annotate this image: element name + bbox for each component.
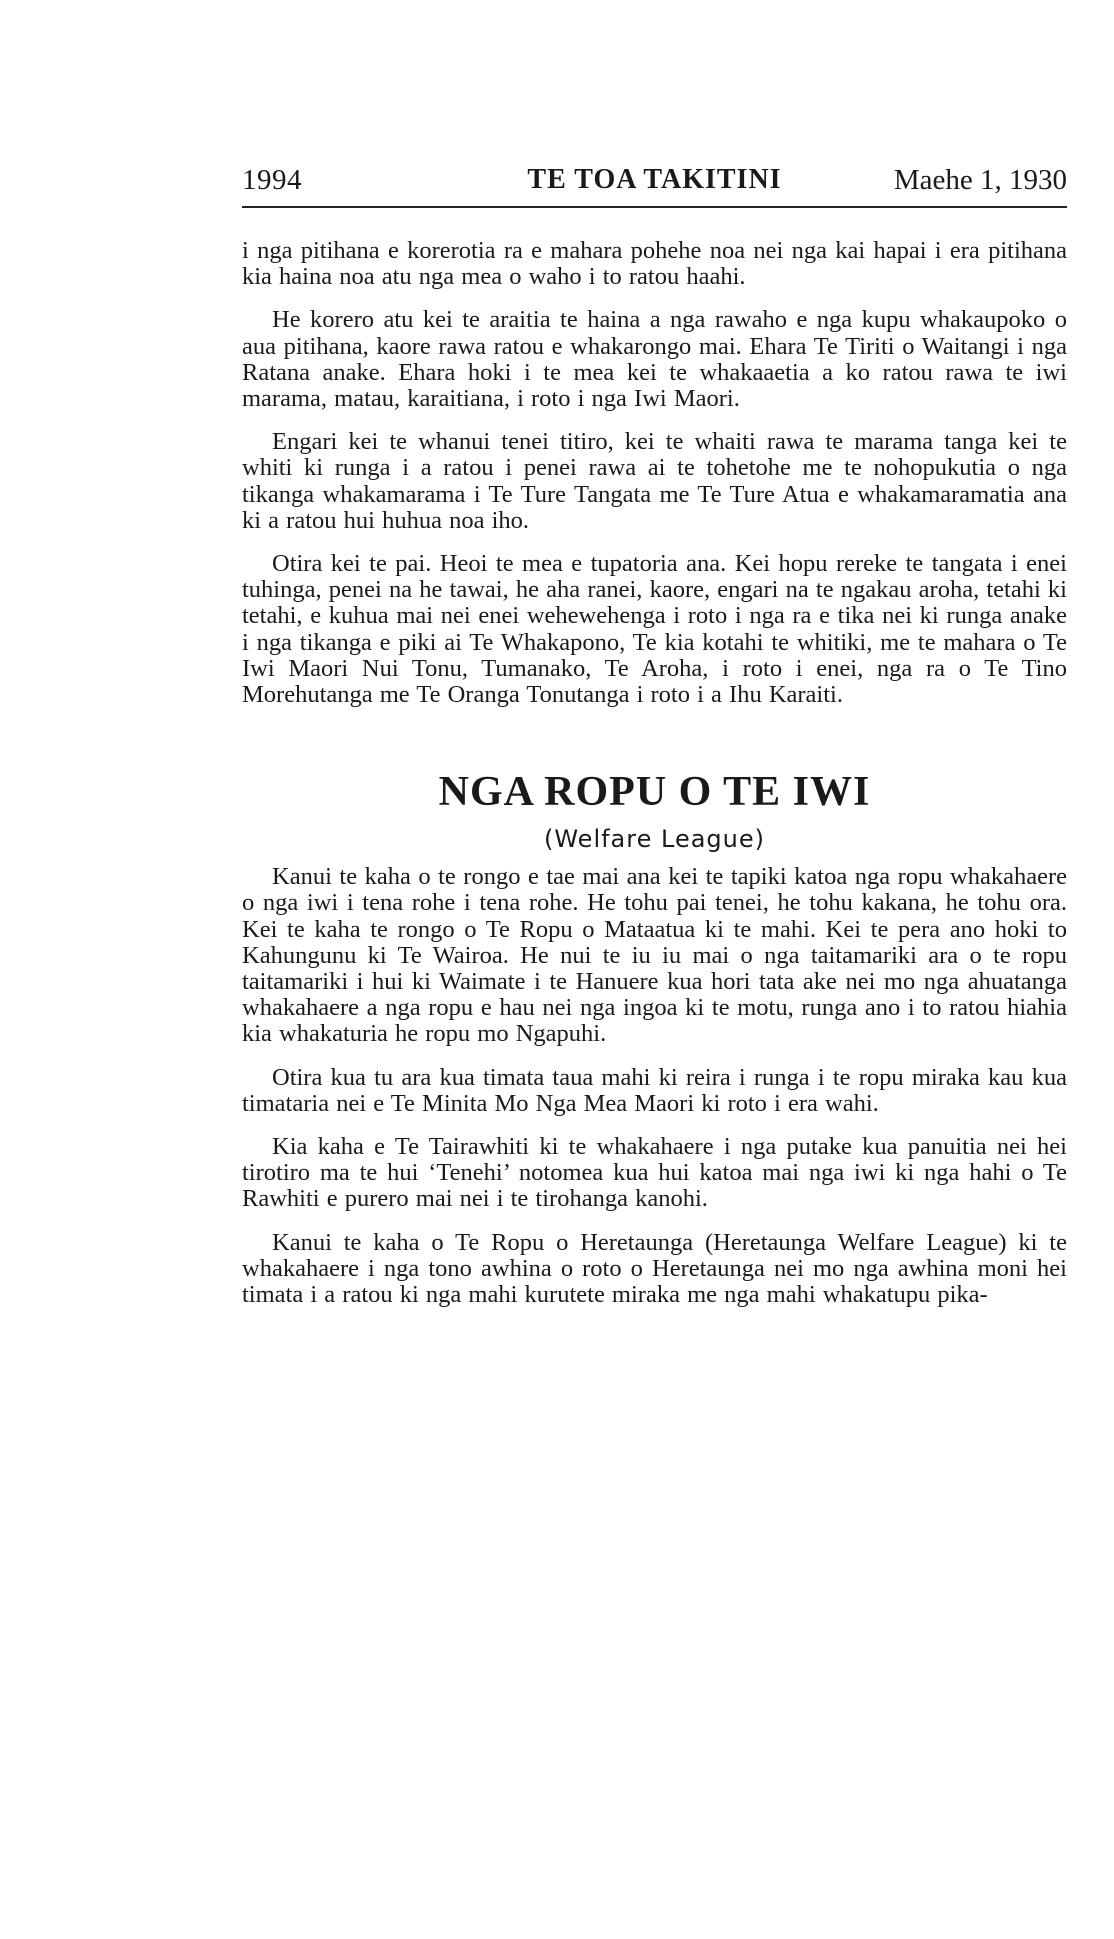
paragraph: Kia kaha e Te Tairawhiti ki te whakahaere i nga putake kua panuitia nei hei tirotiro ma te hui ‘Tenehi’ notomea kua hui katoa mai nga iwi ki nga hahi o Te Rawhiti e purero mai nei i te tirohanga kanohi.	[242, 1133, 1067, 1213]
paragraph: He korero atu kei te araitia te haina a nga rawaho e nga kupu whakaupoko o aua pitihana, kaore rawa ratou e whakarongo mai. Ehara Te Tiriti o Waitangi i nga Ratana anake. Ehara hoki i te mea kei te whakaaetia a ko ratou rawa te iwi marama, matau, karaitiana, i roto i nga Iwi Maori.	[242, 306, 1067, 413]
paragraph: Otira kei te pai. Heoi te mea e tupatoria ana. Kei hopu rereke te tangata i enei tuhinga, penei na he tawai, he aha ranei, kaore, engari na te ngakau aroha, tetahi ki tetahi, e kuhua mai nei enei wehewehenga i roto i nga ra e tika nei ki runga anake i nga tikanga e piki ai Te Whakapono, Te kia kotahi te whitiki, me te mahara o Te Iwi Maori Nui Tonu, Tumanako, Te Aroha, i roto i enei, nga ra o Te Tino Morehutanga me Te Oranga Tonutanga i roto i a Ihu Karaiti.	[242, 550, 1067, 709]
document-page	[242, 160, 1067, 1325]
section-title: NGA ROPU O TE IWI	[438, 769, 871, 816]
publication-title: TE TOA TAKITINI	[527, 164, 782, 195]
section-subtitle: (Welfare League)	[543, 825, 765, 854]
paragraph: i nga pitihana e korerotia ra e mahara pohehe noa nei nga kai hapai i era pitihana kia haina noa atu nga mea o waho i to ratou haahi.	[242, 237, 1067, 291]
paragraph: Otira kua tu ara kua timata taua mahi ki reira i runga i te ropu miraka kau kua timataria nei e Te Minita Mo Nga Mea Maori ki roto i era wahi.	[242, 1063, 1067, 1117]
issue-date: Maehe 1, 1930	[893, 164, 1067, 196]
page-number: 1994	[242, 164, 302, 196]
section-body	[242, 864, 1067, 1308]
running-head	[242, 160, 1067, 200]
paragraph: Kanui te kaha o te rongo e tae mai ana kei te tapiki katoa nga ropu whakahaere o nga iwi i tena rohe i tena rohe. He tohu pai tenei, he tohu kakana, he tohu ora. Kei te kaha te rongo o Te Ropu o Mataatua ki te mahi. Kei te pera ano hoki to Kahungunu ki Te Wairoa. He nui te iu iu mai o nga taitamariki ara o te ropu taitamariki i hui ki Waimate i te Hanuere kua hori tata ake nei mo nga ahuatanga whakahaere a nga ropu e hau nei nga ingoa ki te motu, runga ano i to ratou hiahia kia whakaturia he ropu mo Ngapuhi.	[242, 863, 1067, 1048]
paragraph: Engari kei te whanui tenei titiro, kei te whaiti rawa te marama tanga kei te whiti ki runga i a ratou i penei rawa ai te tohetohe me te nohopukutia o nga tikanga whakamarama i Te Ture Tangata me Te Ture Atua e whakamaramatia ana ki a ratou hui huhua noa iho.	[242, 428, 1067, 534]
paragraph: Kanui te kaha o Te Ropu o Heretaunga (Heretaunga Welfare League) ki te whakahaere i nga tono awhina o roto o Heretaunga nei mo nga awhina moni hei timata i a ratou ki nga mahi kurutete miraka me nga mahi whakatupu pika-	[242, 1228, 1067, 1309]
header-rule	[242, 206, 1067, 208]
